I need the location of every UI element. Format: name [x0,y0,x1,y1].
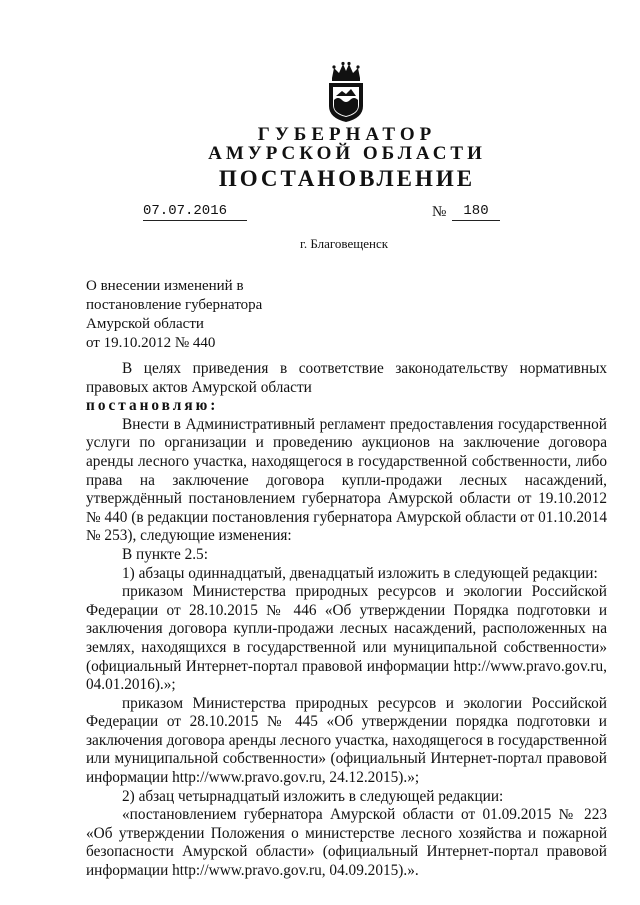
body-paragraph: «постановлением губернатора Амурской области от 01.09.2015 № 223 «Об утверждении Положения о министерстве лесного хозяйства и пожарной безопасности Амурской области» (официальный Интернет-портал правовой информации http://www.pravo.gov.ru, 04.09.2015).». [86,806,607,880]
body-paragraph: приказом Министерства природных ресурсов и экологии Российской Федерации от 28.10.2015 № 446 «Об утверждении Порядка подготовки и заключения договора купли-продажи лесных насаждений, расположенных на землях, находящихся в государственной или муниципальной собственности» (официальный Интернет-портал правовой информации http://www.pravo.gov.ru, 04.01.2016).»; [86,583,607,694]
resolve-word: постановляю: [86,397,219,415]
document-date: 07.07.2016 [143,203,247,221]
body-paragraph: Внести в Административный регламент предоставления государственной услуги по организации и проведению аукционов на заключение договора аренды лесного участка, находящегося в государственной собственности, либо права на заключение договора купли-продажи лесных насаждений, утверждённый постановлением губернатора Амурской области от 19.10.2012 № 440 (в редакции постановления губернатора Амурской области от 01.10.2014 № 253), следующие изменения: [86,415,607,545]
document-body [86,360,607,881]
body-paragraph: В пункте 2.5: [122,545,208,563]
body-paragraph: 2) абзац четырнадцатый изложить в следующей редакции: [122,787,504,805]
body-paragraph: 1) абзацы одиннадцатый, двенадцатый изложить в следующей редакции: [122,564,598,582]
preamble-paragraph: В целях приведения в соответствие законодательству нормативных правовых актов Амурской области [86,360,607,396]
subject-line: от 19.10.2012 № 440 [86,335,216,351]
subject-line: постановление губернатора [86,297,263,313]
subject-line: Амурской области [86,316,204,332]
subject-line: О внесении изменений в [86,278,244,294]
document-number: 180 [452,203,500,221]
document-city: г. Благовещенск [300,236,389,251]
body-paragraph: приказом Министерства природных ресурсов и экологии Российской Федерации от 28.10.2015 № 445 «Об утверждении порядка подготовки и заключения договора аренды лесного участка, находящегося в государственной или муниципальной собственности» (официальный Интернет-портал правовой информации http://www.pravo.gov.ru, 24.12.2015).»; [86,694,607,787]
header-title-governor: ГУБЕРНАТОР [257,124,437,145]
header-region: АМУРСКОЙ ОБЛАСТИ [208,143,486,164]
document-type: ПОСТАНОВЛЕНИЕ [218,166,476,191]
coat-of-arms-icon [324,60,368,124]
document-subject [86,277,326,353]
number-sign: № [432,204,447,220]
